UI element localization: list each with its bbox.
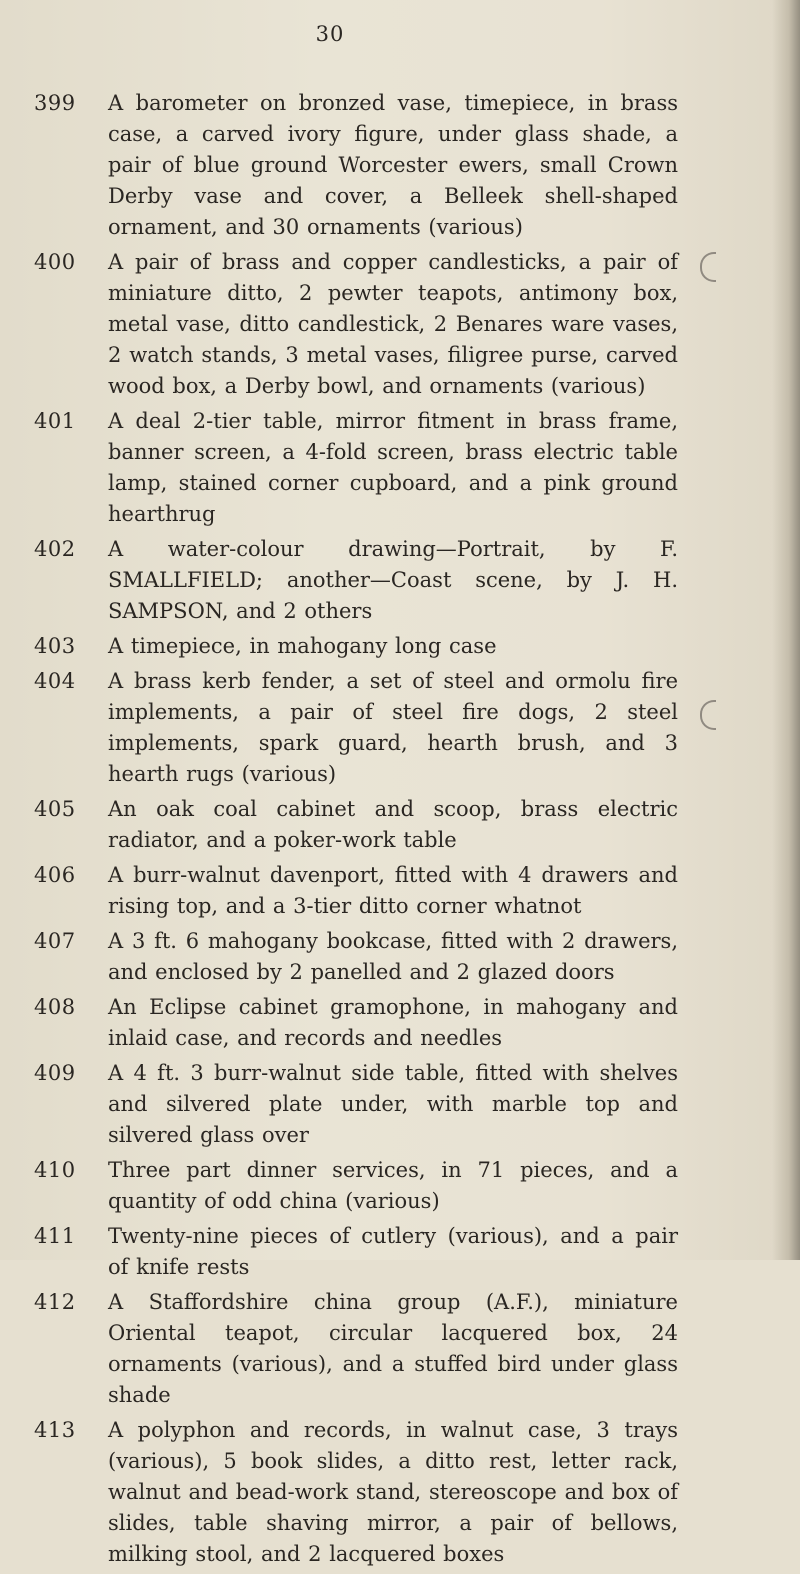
lot-number: 401: [34, 409, 76, 433]
lot-entry: [0, 1415, 800, 1570]
lot-number: 412: [34, 1290, 76, 1314]
lot-description: A timepiece, in mahogany long case: [108, 634, 497, 658]
lot-entry: [0, 534, 800, 627]
lot-description: A deal 2-tier table, mirror fitment in brass frame, banner screen, a 4-fold screen, brass electric table lamp, stained corner cupboard, and a pink ground hearthrug: [108, 409, 678, 526]
lot-number: 403: [34, 634, 76, 658]
lot-list: [0, 88, 800, 1574]
lot-description: A pair of brass and copper candlesticks, a pair of miniature ditto, 2 pewter teapots, antimony box, metal vase, ditto candlestick, 2 Benares ware vases, 2 watch stands, 3 metal vases, filigree purse, carved wood box, a Derby bowl, and ornaments (various): [108, 250, 678, 398]
lot-number: 399: [34, 91, 76, 115]
lot-number: 400: [34, 250, 76, 274]
lot-entry: [0, 406, 800, 530]
lot-description: A 4 ft. 3 burr-walnut side table, fitted with shelves and silvered plate under, with marble top and silvered glass over: [108, 1061, 678, 1147]
lot-description: A burr-walnut davenport, fitted with 4 drawers and rising top, and a 3-tier ditto corner whatnot: [108, 863, 678, 918]
lot-number: 410: [34, 1158, 76, 1182]
lot-number: 406: [34, 863, 76, 887]
lot-entry: [0, 631, 800, 662]
lot-entry: [0, 794, 800, 856]
lot-number: 411: [34, 1224, 76, 1248]
lot-entry: [0, 1155, 800, 1217]
lot-number: 408: [34, 995, 76, 1019]
lot-entry: [0, 247, 800, 402]
lot-entry: [0, 1221, 800, 1283]
lot-number: 404: [34, 669, 76, 693]
lot-entry: [0, 1287, 800, 1411]
lot-description: A Staffordshire china group (A.F.), miniature Oriental teapot, circular lacquered box, 24 ornaments (various), and a stuffed bird under glass shade: [108, 1290, 678, 1407]
lot-entry: [0, 1058, 800, 1151]
lot-number: 407: [34, 929, 76, 953]
page-number: 30: [315, 22, 345, 46]
lot-description: A barometer on bronzed vase, timepiece, in brass case, a carved ivory figure, under glass shade, a pair of blue ground Worcester ewers, small Crown Derby vase and cover, a Belleek shell-shaped ornament, and 30 ornaments (various): [108, 91, 678, 239]
lot-entry: [0, 860, 800, 922]
lot-description: An oak coal cabinet and scoop, brass electric radiator, and a poker-work table: [108, 797, 678, 852]
lot-number: 413: [34, 1418, 76, 1442]
lot-description: A 3 ft. 6 mahogany bookcase, fitted with 2 drawers, and enclosed by 2 panelled and 2 glazed doors: [108, 929, 678, 984]
lot-description: A brass kerb fender, a set of steel and ormolu fire implements, a pair of steel fire dogs, 2 steel implements, spark guard, hearth brush, and 3 hearth rugs (various): [108, 669, 678, 786]
lot-number: 405: [34, 797, 76, 821]
lot-description: An Eclipse cabinet gramophone, in mahogany and inlaid case, and records and needles: [108, 995, 678, 1050]
lot-entry: [0, 88, 800, 243]
lot-entry: [0, 992, 800, 1054]
lot-description: A polyphon and records, in walnut case, 3 trays (various), 5 book slides, a ditto rest, letter rack, walnut and bead-work stand, stereoscope and box of slides, table shaving mirror, a pair of bellows, milking stool, and 2 lacquered boxes: [108, 1418, 678, 1566]
lot-description: Twenty-nine pieces of cutlery (various), and a pair of knife rests: [108, 1224, 678, 1279]
lot-entry: [0, 666, 800, 790]
lot-number: 409: [34, 1061, 76, 1085]
lot-number: 402: [34, 537, 76, 561]
lot-description: A water-colour drawing—Portrait, by F. SMALLFIELD; another—Coast scene, by J. H. SAMPSON, and 2 others: [108, 537, 678, 623]
lot-description: Three part dinner services, in 71 pieces, and a quantity of odd china (various): [108, 1158, 678, 1213]
lot-entry: [0, 926, 800, 988]
